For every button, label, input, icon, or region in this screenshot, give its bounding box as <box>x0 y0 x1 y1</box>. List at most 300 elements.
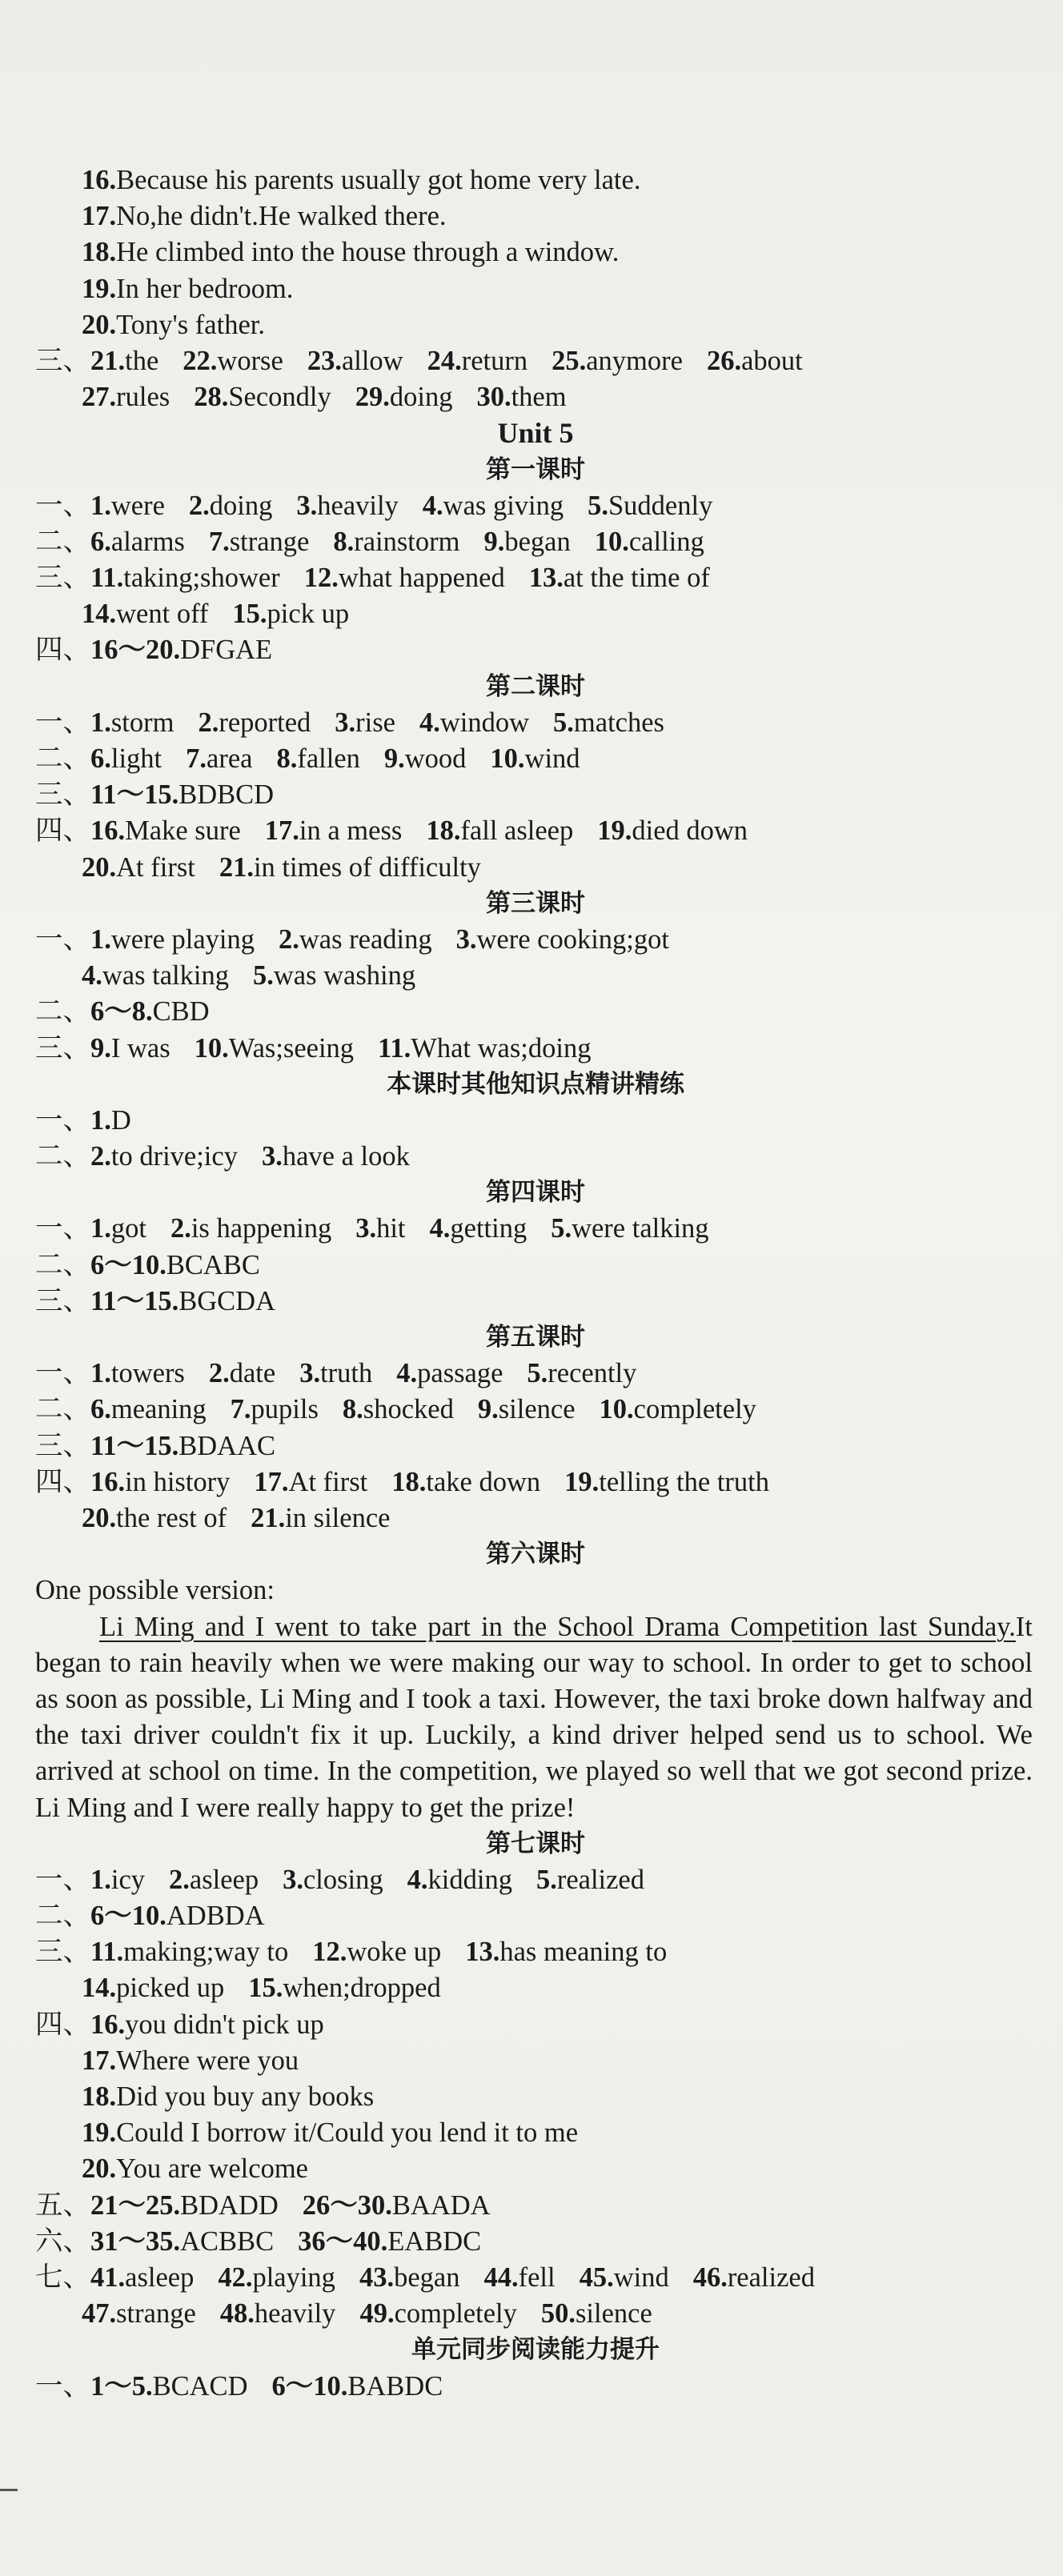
lesson-heading: 第三课时 <box>486 888 585 918</box>
answer-line <box>35 488 1036 524</box>
answer-number: 21. <box>251 1502 286 1533</box>
answer-line <box>35 162 1036 198</box>
answer-number: 8. <box>342 1394 363 1425</box>
answer-text: area <box>207 743 253 774</box>
answer-number: 15. <box>248 1973 283 2004</box>
answer-item <box>553 707 664 738</box>
sample-label: One possible version: <box>35 1575 275 1606</box>
page-edge-mark <box>0 2489 18 2491</box>
answer-line <box>35 524 1036 560</box>
answer-number: 4. <box>396 1358 418 1389</box>
section-prefix: 三、 <box>35 1032 90 1064</box>
answer-item <box>82 274 293 304</box>
answer-number: 6. <box>90 743 111 774</box>
answer-number: 15. <box>232 599 267 630</box>
answer-number: 5. <box>252 960 274 992</box>
answer-line <box>35 1898 1036 1934</box>
answer-item <box>272 2371 443 2402</box>
answer-text: anymore <box>586 345 683 376</box>
answer-number: 9. <box>483 526 505 557</box>
answer-number: 16. <box>90 815 126 847</box>
answer-text: completely <box>633 1394 756 1425</box>
section-prefix: 六、 <box>35 2225 90 2257</box>
answer-text: window <box>439 707 530 738</box>
answer-number: 45. <box>579 2262 614 2293</box>
answer-item <box>564 1467 769 1497</box>
answer-number: 2. <box>169 1864 190 1895</box>
answer-text: kidding <box>427 1864 512 1895</box>
answer-item <box>90 924 255 955</box>
answer-text: were cooking;got <box>476 923 669 955</box>
answer-text: was giving <box>443 490 564 521</box>
section-prefix: 三、 <box>35 345 90 376</box>
answer-text: in history <box>125 1466 231 1497</box>
answer-item <box>82 2153 308 2184</box>
answer-text: heavily <box>254 2298 336 2330</box>
answer-item <box>82 599 208 629</box>
answer-number: 1. <box>90 1104 111 1136</box>
answer-line <box>35 2115 1036 2151</box>
answer-item <box>580 2262 669 2293</box>
section-prefix: 二、 <box>35 743 90 774</box>
answer-number: 6～8. <box>90 996 153 1028</box>
answer-number: 50. <box>540 2298 576 2330</box>
answer-item <box>536 1865 644 1895</box>
answer-number: 3. <box>355 1213 377 1244</box>
answer-item <box>82 310 265 340</box>
answer-text: began <box>504 526 571 557</box>
answer-number: 13. <box>528 563 564 594</box>
answer-line <box>35 271 1036 307</box>
answer-text: ACBBC <box>180 2225 275 2257</box>
answer-text: picked up <box>116 1973 225 2004</box>
answer-line <box>35 2296 1036 2332</box>
answer-item <box>82 2298 196 2329</box>
answer-number: 4. <box>82 960 102 992</box>
answer-number: 4. <box>419 707 440 738</box>
answer-text: to drive;icy <box>110 1141 238 1172</box>
answer-item <box>391 1467 540 1497</box>
answer-item <box>90 815 241 846</box>
answer-number: 11～15. <box>90 1430 179 1461</box>
answer-text: BABDC <box>347 2370 443 2402</box>
answer-text: light <box>110 743 162 774</box>
lesson-heading: 第二课时 <box>486 671 585 701</box>
answer-item <box>195 1033 354 1064</box>
section-prefix: 四、 <box>35 815 90 847</box>
answer-text: wind <box>524 743 580 774</box>
answer-number: 12. <box>312 1937 347 1968</box>
answer-item <box>490 743 580 774</box>
answer-item <box>90 1141 238 1172</box>
answer-number: 18. <box>426 815 461 847</box>
answer-text: I was <box>110 1032 170 1064</box>
answer-text: rules <box>116 382 170 413</box>
answer-number: 29. <box>355 382 390 413</box>
section-prefix: 二、 <box>35 1249 90 1280</box>
answer-item <box>303 2190 491 2221</box>
answer-number: 1. <box>90 707 111 738</box>
answer-number: 7. <box>186 743 207 774</box>
answer-line <box>35 2260 1036 2296</box>
answer-text: closing <box>303 1864 383 1895</box>
answer-text: has meaning to <box>499 1937 668 1968</box>
answer-item <box>90 1467 230 1497</box>
answer-line <box>35 1934 1036 1970</box>
answer-number: 6. <box>90 526 111 557</box>
answer-item <box>265 815 403 846</box>
answer-number: 5. <box>536 1864 557 1895</box>
answer-item <box>90 1394 207 1424</box>
answer-text: what happened <box>338 563 505 594</box>
answer-text: realized <box>556 1864 644 1895</box>
answer-line <box>35 1428 1036 1464</box>
answer-item <box>312 1937 441 1967</box>
section-prefix: 五、 <box>35 2189 90 2221</box>
answer-number: 17. <box>254 1466 289 1497</box>
answer-line <box>35 2151 1036 2187</box>
answer-number: 12. <box>303 563 339 594</box>
answer-key-content <box>35 162 1036 2405</box>
answer-item <box>307 346 403 376</box>
answer-text: rise <box>355 707 395 738</box>
answer-item <box>427 346 528 376</box>
answer-item <box>82 1973 224 2003</box>
answer-line <box>35 1031 1036 1067</box>
answer-item <box>333 527 459 557</box>
answer-text: completely <box>394 2298 517 2330</box>
answer-number: 22. <box>183 345 218 376</box>
answer-text: taking;shower <box>123 563 280 594</box>
answer-number: 16. <box>82 165 117 195</box>
section-prefix: 一、 <box>35 1358 90 1389</box>
answer-number: 2. <box>188 490 210 521</box>
answer-item <box>232 599 349 629</box>
answer-item <box>483 527 570 557</box>
answer-item <box>82 237 619 267</box>
answer-item <box>262 1141 410 1172</box>
answer-text: began <box>394 2262 460 2293</box>
answer-text: matches <box>573 707 664 738</box>
unit-title: Unit 5 <box>497 417 574 450</box>
answer-text: got <box>110 1213 146 1244</box>
answer-number: 14. <box>82 1973 117 2004</box>
answer-item <box>90 1105 131 1136</box>
answer-number: 21. <box>219 851 254 883</box>
answer-text: recently <box>548 1358 637 1389</box>
answer-item <box>551 1213 708 1244</box>
answer-number: 10. <box>490 743 525 774</box>
answer-line <box>35 198 1036 234</box>
answer-item <box>90 2190 279 2221</box>
answer-item <box>304 563 505 593</box>
answer-number: 4. <box>407 1864 428 1895</box>
section-prefix: 三、 <box>35 1285 90 1316</box>
answer-item <box>343 1394 454 1424</box>
answer-text: Make sure <box>125 815 241 847</box>
answer-line <box>35 1248 1036 1284</box>
essay-body: It began to rain heavily when we were making our way to school. In order to get to school as soon as possible, Li Ming and I took a taxi. However, the taxi broke down halfway and the taxi driver couldn't fix it up. Luckily, a kind driver helped send us to school. We arrived at school on time. In the competition, we played so well that we got second prize. Li Ming and I were really happy to get the prize! <box>35 1611 1033 1823</box>
answer-item <box>82 382 170 412</box>
answer-number: 3. <box>299 1358 321 1389</box>
answer-line <box>35 2043 1036 2079</box>
answer-item <box>407 1865 512 1895</box>
lesson-heading: 单元同步阅读能力提升 <box>411 2335 660 2365</box>
answer-number: 19. <box>597 815 632 847</box>
section-prefix: 一、 <box>35 2370 90 2402</box>
answer-text: At first <box>116 851 195 883</box>
answer-line <box>35 1500 1036 1536</box>
answer-text: BCACD <box>152 2370 248 2402</box>
answer-number: 6～10. <box>90 1249 166 1280</box>
answer-item <box>189 491 272 521</box>
answer-text: D <box>110 1104 131 1136</box>
section-prefix: 四、 <box>35 1466 90 1497</box>
answer-number: 7. <box>230 1394 251 1425</box>
section-prefix: 三、 <box>35 1430 90 1461</box>
answer-number: 5. <box>551 1213 572 1244</box>
answer-text: pick up <box>267 599 350 630</box>
answer-text: at the time of <box>563 563 710 594</box>
answer-text: meaning <box>110 1394 207 1425</box>
answer-number: 6～10. <box>90 1901 166 1932</box>
answer-number: 4. <box>422 490 443 521</box>
section-prefix: 二、 <box>35 1141 90 1172</box>
answer-line <box>35 632 1036 668</box>
answer-item <box>90 779 274 810</box>
answer-number: 18. <box>391 1466 427 1497</box>
sample-essay <box>35 1609 1036 1826</box>
answer-line <box>35 850 1036 886</box>
answer-number: 26. <box>706 345 742 376</box>
answer-text: allow <box>341 345 403 376</box>
answer-item <box>90 2009 324 2040</box>
answer-number: 1. <box>90 923 111 955</box>
answer-text: Tony's father. <box>116 309 265 340</box>
answer-line <box>35 1356 1036 1392</box>
answer-number: 20. <box>82 1502 117 1533</box>
section-prefix: 一、 <box>35 1104 90 1136</box>
answer-item <box>90 1286 275 1316</box>
answer-text: return <box>461 345 528 376</box>
answer-text: worse <box>217 345 283 376</box>
answer-number: 20. <box>82 309 117 340</box>
answer-text: in a mess <box>299 815 403 847</box>
section-prefix: 四、 <box>35 2009 90 2040</box>
answer-number: 36～40. <box>298 2225 388 2257</box>
answer-item <box>253 960 415 991</box>
answer-text: them <box>511 382 567 413</box>
answer-number: 19. <box>82 273 117 304</box>
answer-line <box>35 1862 1036 1898</box>
answer-line <box>35 2188 1036 2224</box>
answer-text: have a look <box>282 1141 410 1172</box>
answer-item <box>90 1358 185 1388</box>
answer-number: 31～35. <box>90 2225 181 2257</box>
answer-number: 1. <box>90 1213 111 1244</box>
answer-text: woke up <box>347 1937 442 1968</box>
answer-number: 2. <box>208 1358 230 1389</box>
answer-text: storm <box>110 707 174 738</box>
answer-text: alarms <box>110 526 185 557</box>
answer-line <box>35 379 1036 415</box>
answer-number: 11. <box>378 1032 411 1064</box>
answer-text: silence <box>498 1394 576 1425</box>
answer-number: 3. <box>283 1864 303 1895</box>
answer-line <box>35 307 1036 343</box>
answer-line <box>35 777 1036 813</box>
answer-number: 1. <box>90 490 111 521</box>
answer-number: 6. <box>90 1394 111 1425</box>
answer-text: date <box>229 1358 276 1389</box>
answer-text: died down <box>632 815 748 847</box>
answer-line <box>35 1284 1036 1320</box>
answer-number: 5. <box>588 490 608 521</box>
answer-number: 5. <box>527 1358 548 1389</box>
answer-number: 16. <box>90 2009 126 2040</box>
answer-number: 2. <box>170 1213 191 1244</box>
answer-item <box>90 743 162 774</box>
answer-number: 10. <box>599 1394 634 1425</box>
answer-line <box>35 560 1036 596</box>
answer-number: 44. <box>483 2262 519 2293</box>
answer-number: 46. <box>692 2262 728 2293</box>
answer-number: 43. <box>359 2262 395 2293</box>
lesson-heading: 本课时其他知识点精讲精练 <box>387 1069 684 1099</box>
answer-text: No,he didn't.He walked there. <box>116 201 447 232</box>
answer-number: 14. <box>82 599 117 630</box>
answer-text: BDADD <box>180 2189 279 2221</box>
answer-text: Where were you <box>116 2045 299 2076</box>
answer-number: 16～20. <box>90 635 181 666</box>
section-prefix: 四、 <box>35 635 90 666</box>
answer-item <box>426 815 573 846</box>
answer-text: Could I borrow it/Could you lend it to me <box>116 2117 579 2149</box>
answer-line <box>35 741 1036 777</box>
answer-text: making;way to <box>123 1937 289 1968</box>
section-prefix: 三、 <box>35 563 90 594</box>
answer-text: Because his parents usually got home very late. <box>116 165 641 195</box>
answer-number: 9. <box>383 743 405 774</box>
section-prefix: 二、 <box>35 1394 90 1425</box>
answer-text: doing <box>389 382 453 413</box>
answer-line <box>35 1103 1036 1139</box>
answer-item <box>219 852 481 883</box>
answer-text: strange <box>229 526 310 557</box>
answer-text: were talking <box>572 1213 709 1244</box>
answer-number: 49. <box>359 2298 395 2330</box>
answer-text: fallen <box>297 743 360 774</box>
answer-number: 2. <box>90 1141 111 1172</box>
answer-line <box>35 234 1036 270</box>
answer-text: Did you buy any books <box>116 2081 375 2113</box>
answer-item <box>600 1394 756 1424</box>
answer-text: In her bedroom. <box>116 273 294 304</box>
section-prefix: 一、 <box>35 490 90 521</box>
answer-number: 41. <box>90 2262 126 2293</box>
answer-item <box>419 707 529 738</box>
answer-item <box>90 1901 265 1931</box>
answer-number: 11～15. <box>90 779 179 811</box>
answer-number: 3. <box>335 707 356 738</box>
lesson-heading: 第五课时 <box>486 1323 585 1352</box>
answer-number: 26～30. <box>302 2189 392 2221</box>
answer-item <box>541 2298 652 2329</box>
answer-item <box>90 346 158 376</box>
section-prefix: 二、 <box>35 526 90 557</box>
answer-number: 9. <box>90 1032 111 1064</box>
section-prefix: 七、 <box>35 2262 90 2293</box>
answer-number: 17. <box>82 201 117 232</box>
answer-text: CBD <box>152 996 210 1028</box>
answer-item <box>527 1358 636 1388</box>
answer-item <box>298 2226 481 2257</box>
answer-item <box>82 201 447 231</box>
answer-number: 8. <box>276 743 298 774</box>
answer-text: is happening <box>191 1213 332 1244</box>
answer-item <box>183 346 283 376</box>
answer-item <box>423 491 564 521</box>
answer-number: 48. <box>219 2298 255 2330</box>
answer-text: BDAAC <box>179 1430 276 1461</box>
answer-text: At first <box>288 1466 368 1497</box>
answer-text: pupils <box>251 1394 319 1425</box>
answer-item <box>90 707 174 738</box>
answer-item <box>209 527 310 557</box>
answer-item <box>476 382 566 412</box>
answer-number: 30. <box>476 382 511 413</box>
answer-item <box>335 707 395 738</box>
answer-number: 8. <box>333 526 355 557</box>
answer-line <box>35 813 1036 849</box>
answer-text: BGCDA <box>179 1285 276 1316</box>
answer-number: 6～10. <box>271 2370 348 2402</box>
answer-item <box>279 924 432 955</box>
answer-item <box>170 1213 331 1244</box>
answer-item <box>296 491 398 521</box>
answer-item <box>90 2262 194 2293</box>
answer-item <box>90 635 272 665</box>
section-prefix: 三、 <box>35 1937 90 1968</box>
answer-number: 3. <box>261 1141 283 1172</box>
lesson-heading: 第六课时 <box>486 1540 585 1569</box>
lesson-heading: 第一课时 <box>486 455 585 484</box>
answer-text: fell <box>518 2262 556 2293</box>
answer-item <box>82 852 195 883</box>
answer-number: 27. <box>82 382 117 413</box>
answer-item <box>82 2081 374 2112</box>
answer-text: rainstorm <box>354 526 460 557</box>
answer-item <box>693 2262 815 2293</box>
answer-number: 10. <box>194 1032 229 1064</box>
section-prefix: 二、 <box>35 1901 90 1932</box>
answer-item <box>186 743 252 774</box>
answer-number: 20. <box>82 2153 117 2185</box>
answer-item <box>218 2262 335 2293</box>
answer-item <box>355 382 453 412</box>
answer-text: passage <box>417 1358 503 1389</box>
answer-item <box>90 491 165 521</box>
lesson-heading: 第七课时 <box>486 1829 585 1858</box>
answer-item <box>194 382 331 412</box>
answer-text: when;dropped <box>283 1973 441 2004</box>
answer-line <box>35 2369 1036 2405</box>
answer-item <box>82 1503 227 1533</box>
answer-item <box>529 563 710 593</box>
answer-text: EABDC <box>387 2225 482 2257</box>
answer-item <box>465 1937 667 1967</box>
answer-item <box>169 1865 259 1895</box>
